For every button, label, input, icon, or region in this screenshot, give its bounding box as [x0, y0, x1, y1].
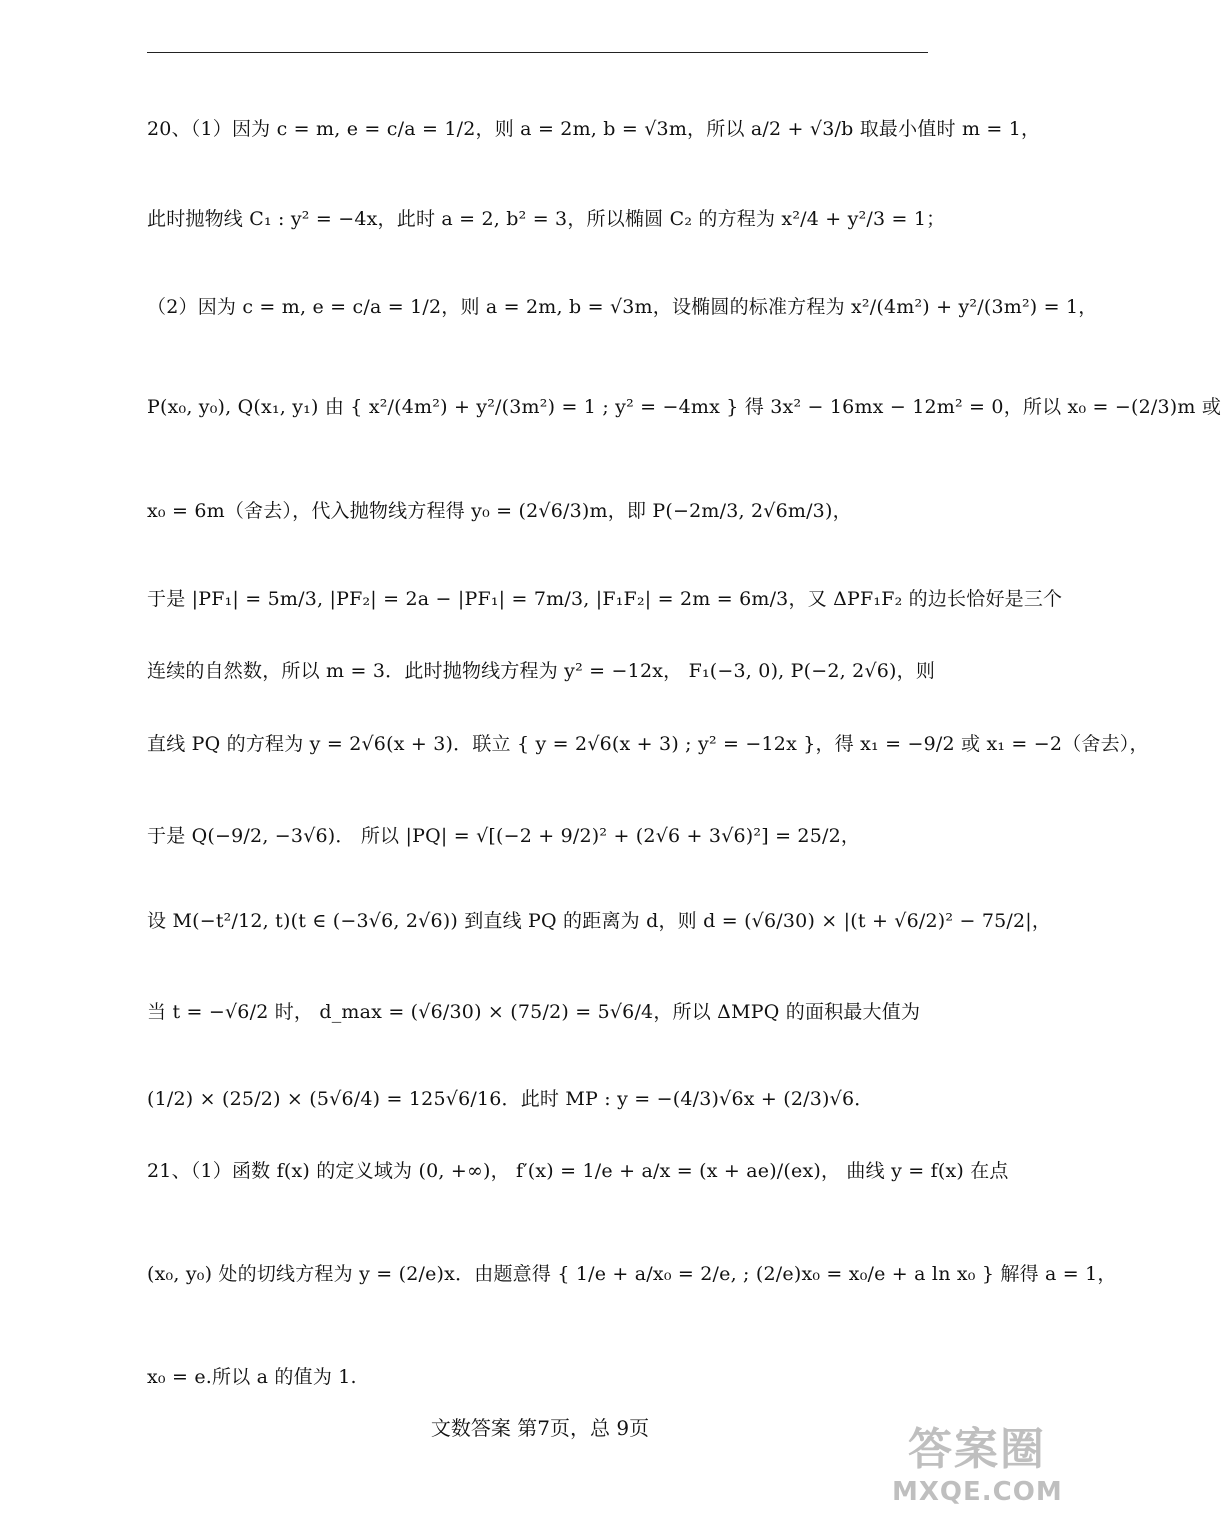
watermark-logo	[892, 1423, 1062, 1523]
q20-part2-line4: 于是 |PF₁| = 5m/3, |PF₂| = 2a − |PF₁| = 7m/3, |F₁F₂| = 2m = 6m/3，又 ΔPF₁F₂ 的边长恰好是三个	[147, 588, 1063, 610]
q20-part2-line3: x₀ = 6m（舍去），代入抛物线方程得 y₀ = (2√6/3)m，即 P(−2m/3, 2√6m/3)，	[147, 500, 852, 522]
q20-part2-line7: 于是 Q(−9/2, −3√6)． 所以 |PQ| = √[(−2 + 9/2)² + (2√6 + 3√6)²] = 25/2，	[147, 825, 861, 847]
q20-part2-line8: 设 M(−t²/12, t)(t ∈ (−3√6, 2√6)) 到直线 PQ 的距离为 d，则 d = (√6/30) × |(t + √6/2)² − 75/2|，	[147, 910, 1052, 932]
watermark-bottom-text: MXQE.COM	[892, 1477, 1063, 1507]
q20-part2-line9: 当 t = −√6/2 时， d_max = (√6/30) × (75/2) = 5√6/4，所以 ΔMPQ 的面积最大值为	[147, 1001, 921, 1023]
q21-part1-line3: x₀ = e.所以 a 的值为 1.	[147, 1366, 357, 1388]
q20-part1-line1: 20、（1）因为 c = m, e = c/a = 1/2，则 a = 2m, b = √3m，所以 a/2 + √3/b 取最小值时 m = 1，	[147, 118, 1041, 140]
header-rule	[147, 52, 928, 53]
q20-part2-line6: 直线 PQ 的方程为 y = 2√6(x + 3)．联立 { y = 2√6(x + 3) ; y² = −12x }，得 x₁ = −9/2 或 x₁ = −2（舍去），	[147, 733, 1149, 755]
q21-part1-line1: 21、（1）函数 f(x) 的定义域为 (0, +∞)， f′(x) = 1/e + a/x = (x + ae)/(ex)， 曲线 y = f(x) 在点	[147, 1160, 1009, 1182]
q20-part2-line1: （2）因为 c = m, e = c/a = 1/2，则 a = 2m, b = √3m，设椭圆的标准方程为 x²/(4m²) + y²/(3m²) = 1，	[147, 296, 1098, 318]
watermark-top-text: 答案圈	[908, 1424, 1046, 1475]
q20-part2-line10: (1/2) × (25/2) × (5√6/4) = 125√6/16．此时 MP : y = −(4/3)√6x + (2/3)√6．	[147, 1088, 874, 1110]
q20-part1-line2: 此时抛物线 C₁ : y² = −4x，此时 a = 2, b² = 3，所以椭圆 C₂ 的方程为 x²/4 + y²/3 = 1；	[147, 208, 946, 230]
q20-part2-line2: P(x₀, y₀), Q(x₁, y₁) 由 { x²/(4m²) + y²/(3m²) = 1 ; y² = −4mx } 得 3x² − 16mx − 12m² = 0，所以 x₀ = −(2/3)m 或	[147, 396, 1221, 418]
q21-part1-line2: (x₀, y₀) 处的切线方程为 y = (2/e)x．由题意得 { 1/e + a/x₀ = 2/e, ; (2/e)x₀ = x₀/e + a ln x₀ } 解得 a = 1，	[147, 1263, 1117, 1285]
page-footer: 文数答案 第7页，总 9页	[430, 1416, 650, 1440]
q20-part2-line5: 连续的自然数，所以 m = 3．此时抛物线方程为 y² = −12x， F₁(−3, 0), P(−2, 2√6)，则	[147, 660, 936, 682]
